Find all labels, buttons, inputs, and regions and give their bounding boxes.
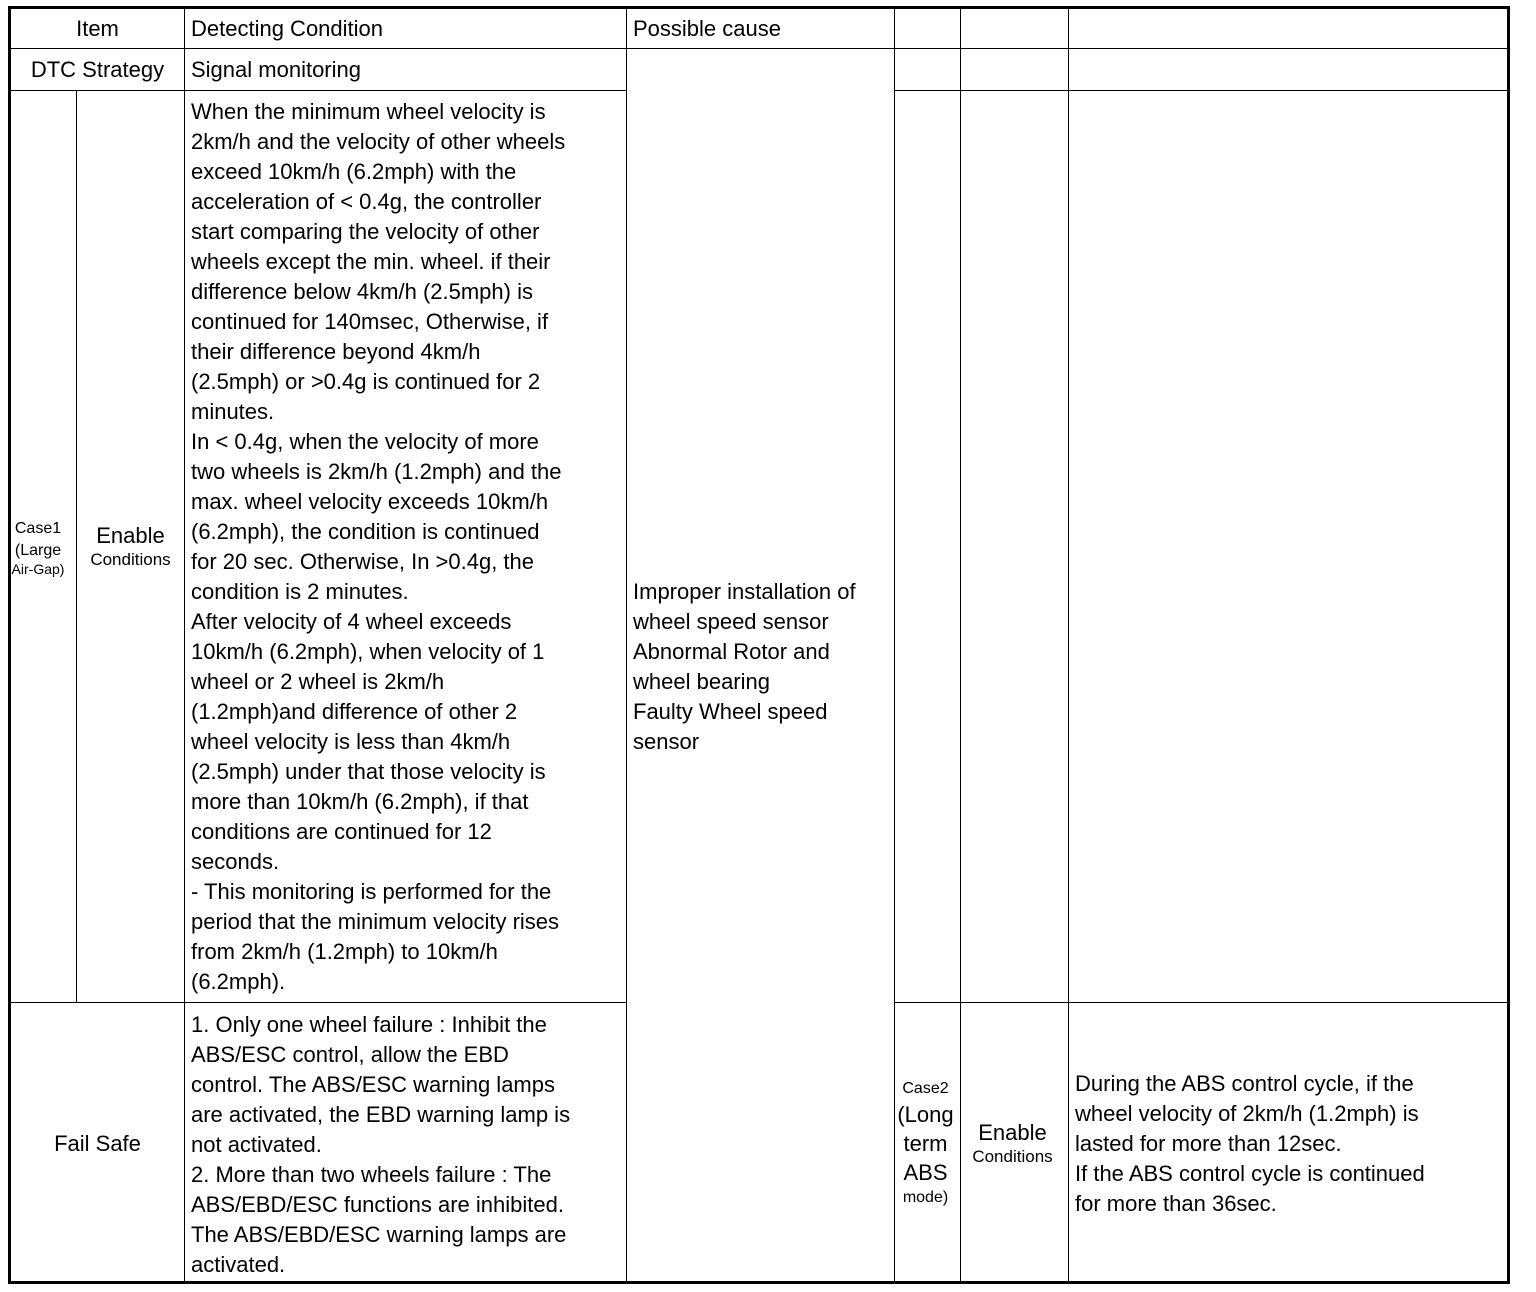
grid-line: [894, 90, 1510, 91]
conditions-label: Conditions: [972, 1146, 1053, 1166]
case1-enable-conditions: [77, 91, 184, 1002]
case1-subtitle: Air-Gap): [11, 560, 65, 577]
dtc-strategy-value: Signal monitoring: [191, 56, 361, 82]
case2-enable-conditions: [957, 1003, 1068, 1284]
header-possible-cause: Possible cause: [633, 15, 781, 41]
case2-subtitle: (Long: [897, 1102, 954, 1127]
enable-label: Enable: [978, 1119, 1047, 1145]
header-detecting-condition: Detecting Condition: [191, 15, 384, 41]
enable-label: Enable: [96, 522, 165, 548]
case2-subtitle: ABS: [903, 1160, 948, 1185]
header-item: Item: [76, 15, 119, 41]
dtc-strategy-label: DTC Strategy: [30, 56, 165, 82]
case2-subtitle: term: [903, 1131, 948, 1156]
case2-title: Case2: [902, 1080, 949, 1097]
fail-safe-label: Fail Safe: [54, 1130, 141, 1156]
case1-label: [0, 91, 76, 1002]
fail-safe-text: 1. Only one wheel failure : Inhibit the ABS/ESC control, allow the EBD control. The ABS/ESC warning lamps are activated, the EBD warning lamp is not activated. 2. More than two wheels failure : The ABS/EBD/ESC functions are inhibited. The ABS/EBD/ESC warning lamps are activated.: [191, 1012, 571, 1277]
case1-condition-text: When the minimum wheel velocity is 2km/h and the velocity of other wheels exceed 10km/h (6.2mph) with the acceleration of < 0.4g, the controller start comparing the velocity of other wheels except the min. wheel. if their difference below 4km/h (2.5mph) is continued for 140msec, Otherwise, if their difference beyond 4km/h (2.5mph) or >0.4g is continued for 2 minutes. In < 0.4g, when the velocity of more two wheels is 2km/h (1.2mph) and the max. wheel velocity exceeds 10km/h (6.2mph), the condition is continued for 20 sec. Otherwise, In >0.4g, the condition is 2 minutes. After velocity of 4 wheel exceeds 10km/h (6.2mph), when velocity of 1 wheel or 2 wheel is 2km/h (1.2mph)and difference of other 2 wheel velocity is less than 4km/h (2.5mph) under that those velocity is more than 10km/h (6.2mph), if that conditions are continued for 12 seconds. - This monitoring is performed for the period that the minimum velocity rises from 2km/h (1.2mph) to 10km/h (6.2mph).: [191, 99, 566, 994]
possible-cause-text: Improper installation of wheel speed sensor Abnormal Rotor and wheel bearing Faulty Wheel speed sensor: [633, 578, 856, 754]
case1-title: Case1: [14, 519, 62, 537]
case2-subtitle: mode): [902, 1189, 949, 1206]
case2-label: [891, 1003, 960, 1284]
case1-subtitle: (Large: [14, 541, 62, 559]
case2-condition-text: During the ABS control cycle, if the wheel velocity of 2km/h (1.2mph) is lasted for more than 12sec. If the ABS control cycle is continued for more than 36sec.: [1075, 1070, 1425, 1216]
conditions-label: Conditions: [90, 549, 171, 569]
